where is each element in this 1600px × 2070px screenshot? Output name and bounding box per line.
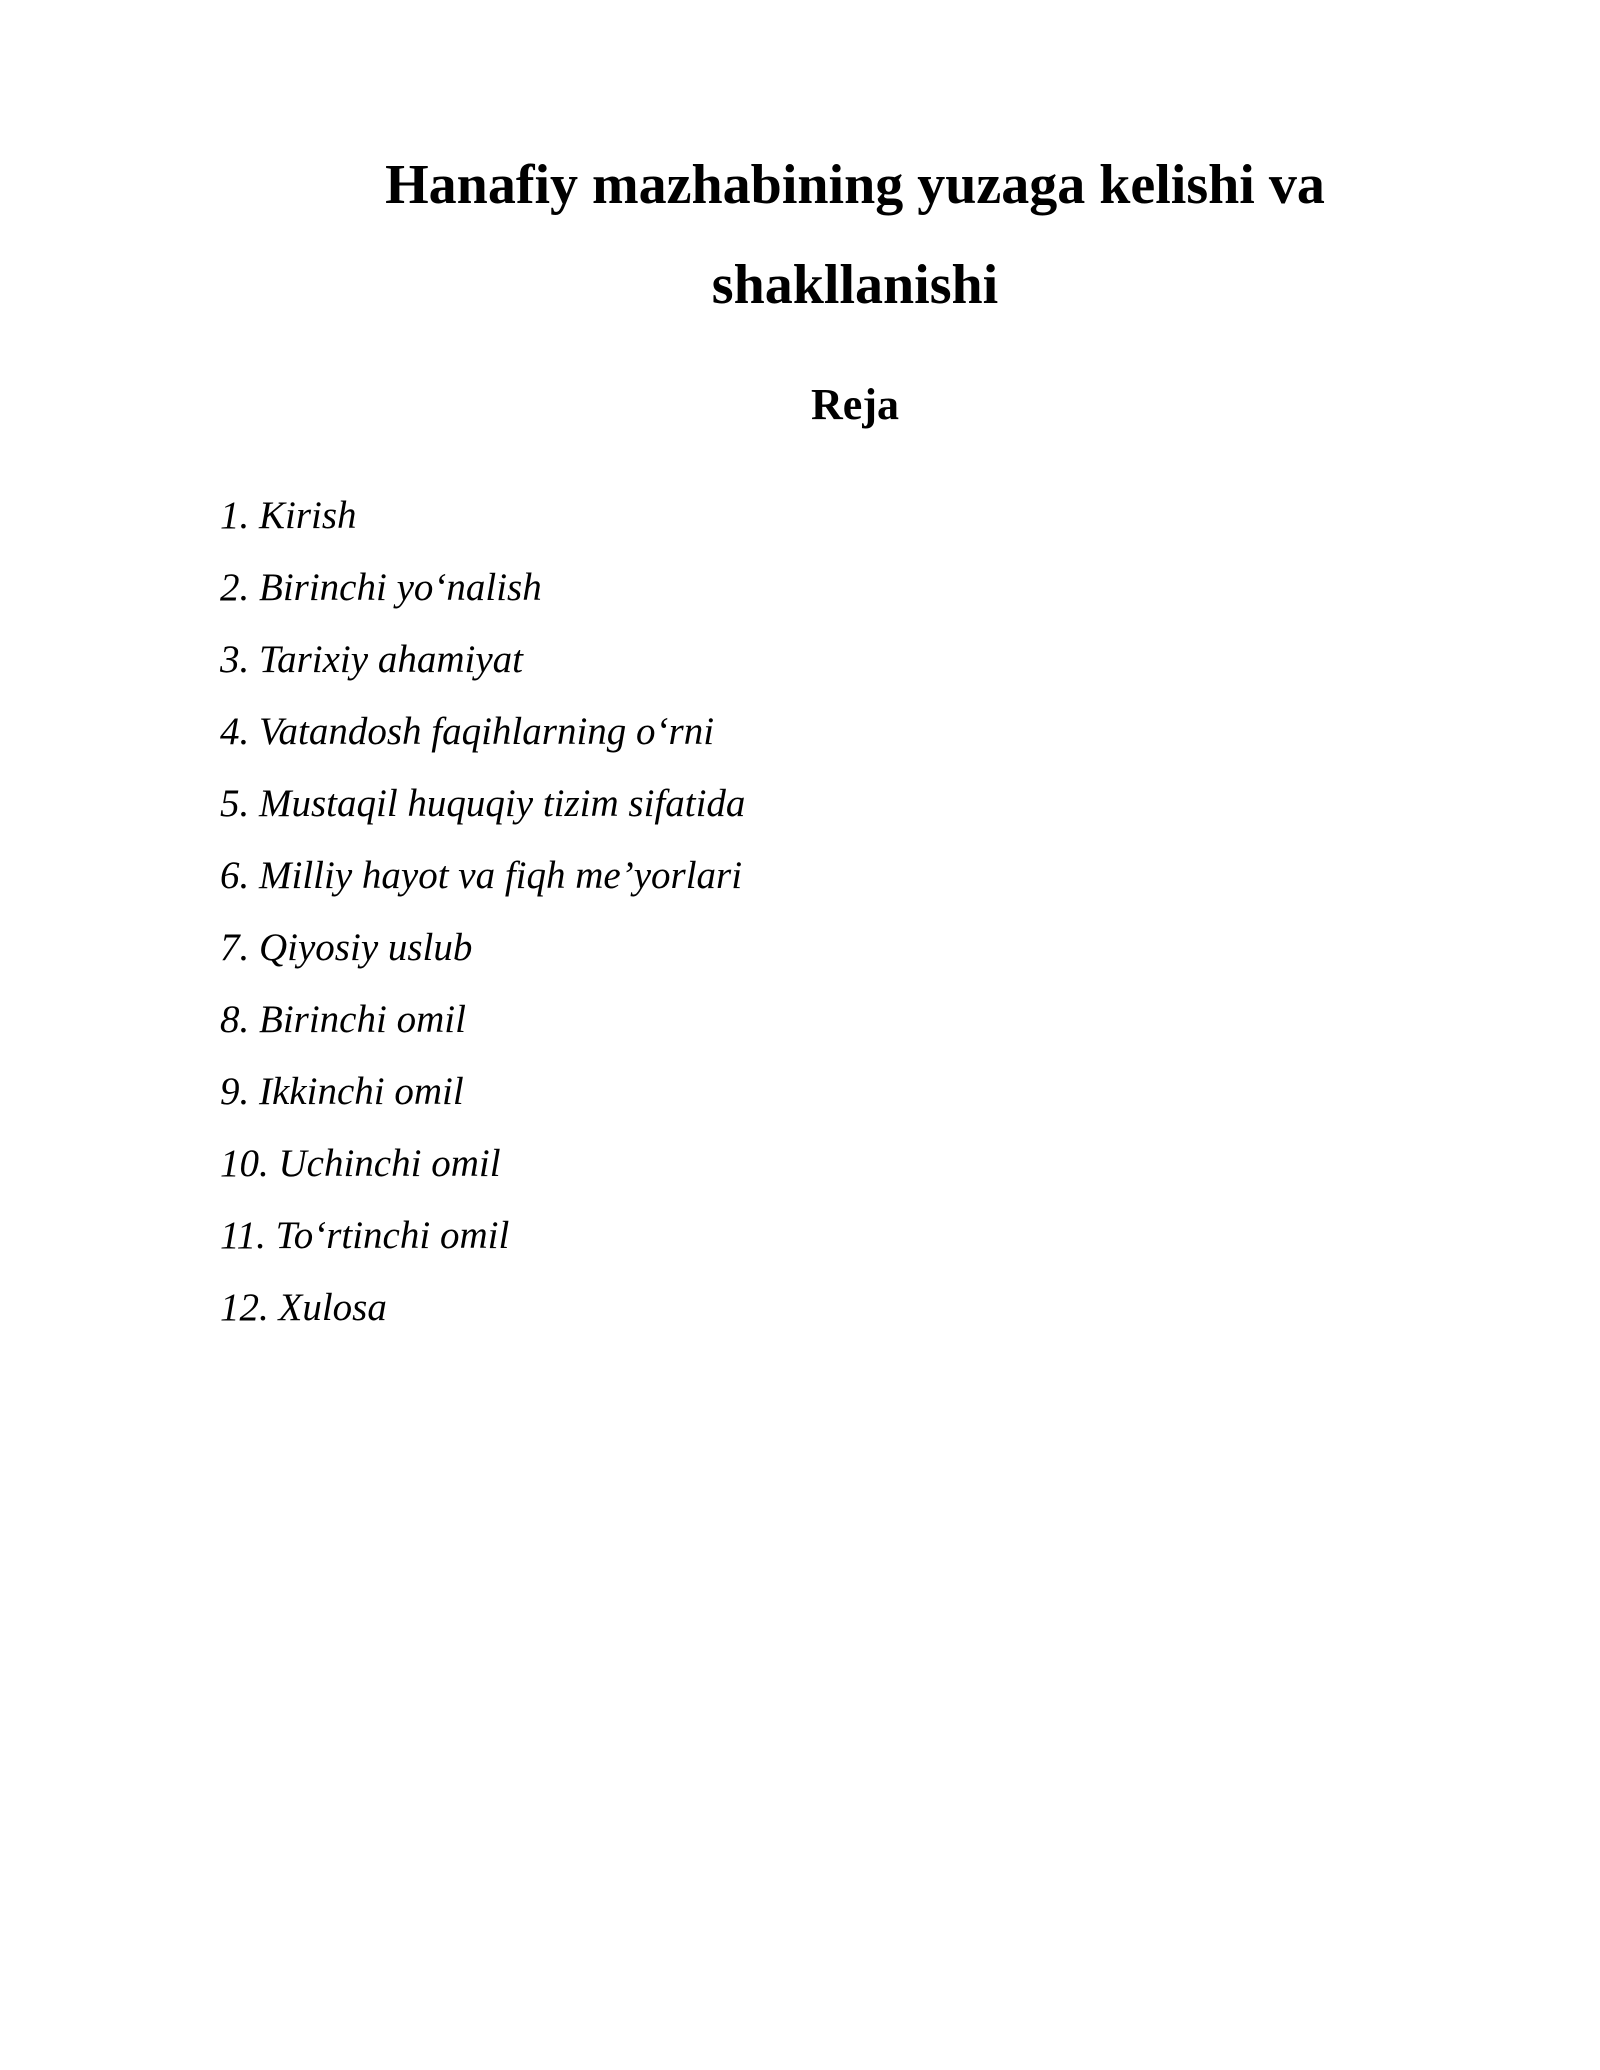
plan-item: 10. Uchinchi omil bbox=[220, 1142, 501, 1185]
plan-item: 6. Milliy hayot va fiqh me’yorlari bbox=[220, 854, 743, 897]
plan-heading: Reja bbox=[811, 380, 899, 429]
plan-item: 7. Qiyosiy uslub bbox=[220, 926, 473, 969]
plan-item: 11. To‘rtinchi omil bbox=[220, 1214, 510, 1257]
page-title bbox=[220, 135, 1490, 335]
plan-item: 8. Birinchi omil bbox=[220, 998, 466, 1041]
title-line-2: shakllanishi bbox=[711, 254, 999, 316]
plan-item: 9. Ikkinchi omil bbox=[220, 1070, 464, 1113]
plan-item: 5. Mustaqil huquqiy tizim sifatida bbox=[220, 782, 746, 825]
plan-item: 4. Vatandosh faqihlarning o‘rni bbox=[220, 710, 715, 753]
plan-item: 2. Birinchi yo‘nalish bbox=[220, 566, 542, 609]
plan-item: 1. Kirish bbox=[220, 494, 357, 537]
title-line-1: Hanafiy mazhabining yuzaga kelishi va bbox=[385, 154, 1325, 216]
plan-list bbox=[220, 480, 745, 1344]
plan-item: 12. Xulosa bbox=[220, 1286, 387, 1329]
plan-item: 3. Tarixiy ahamiyat bbox=[220, 638, 523, 681]
